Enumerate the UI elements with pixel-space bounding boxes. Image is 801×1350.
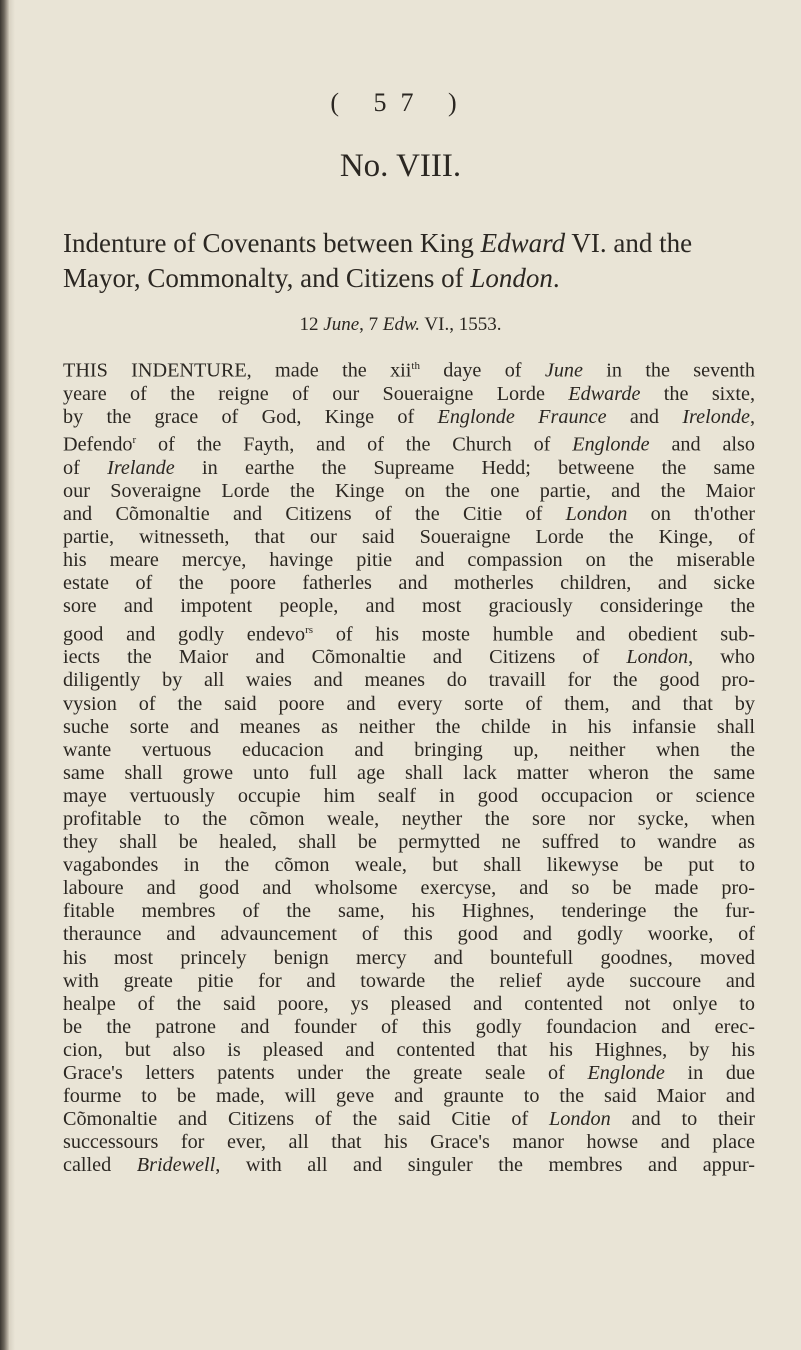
- body-line: by the grace of God, Kinge of Englonde Fraunce and Irelonde,: [63, 405, 756, 428]
- body-line: vysion of the said poore and every sorte of them, and that by: [63, 692, 755, 715]
- body-line: with greate pitie for and towarde the relief ayde succoure and: [63, 969, 755, 992]
- body-line: Grace's letters patents under the greate seale of Englonde in due: [63, 1062, 755, 1085]
- body-line: estate of the poore fatherles and motherles children, and sicke: [63, 572, 755, 595]
- body-line: iects the Maior and Cõmonaltie and Citizens of London, who: [63, 646, 755, 669]
- dateline-month: June: [323, 314, 360, 335]
- body-line: fitable membres of the same, his Highnes, tenderinge the fur-: [63, 900, 755, 923]
- document-title: [63, 226, 753, 296]
- page-edge-shadow: [0, 0, 9, 1350]
- title-name-edward: Edward: [480, 228, 566, 258]
- dateline-sep: , 7: [359, 314, 383, 335]
- page-number: ( 57 ): [330, 88, 471, 117]
- dateline: [0, 314, 801, 336]
- body-line: profitable to the cõmon weale, neyther the sore nor sycke, when: [63, 807, 755, 830]
- body-line: vagabondes in the cõmon weale, but shall likewyse be put to: [63, 854, 755, 877]
- title-prefix: Indenture of Covenants between King: [63, 228, 481, 258]
- body-line: they shall be healed, shall be permytted ne suffred to wandre as: [63, 831, 755, 854]
- document-number: No. VIII.: [339, 148, 462, 184]
- body-line: yeare of the reigne of our Soueraigne Lorde Edwarde the sixte,: [63, 382, 756, 405]
- dateline-reign: Edw.: [382, 314, 421, 335]
- dateline-day: 12: [299, 314, 324, 335]
- body-line: our Soveraigne Lorde the Kinge on the one partie, and the Maior: [63, 479, 755, 502]
- body-line: THIS INDENTURE, made the xii$^{th}$ daye of June in the seventh: [63, 359, 755, 382]
- body-line: Cõmonaltie and Citizens of the said Citie of London and to their: [63, 1108, 755, 1131]
- title-middle: VI. and the Mayor, Commonalty, and Citizens of: [63, 228, 693, 293]
- body-line: same shall growe unto full age shall lack matter wheron the same: [63, 761, 755, 784]
- body-line: Defendo$^r$ of the Fayth, and of the Church of Englonde and also: [63, 433, 755, 456]
- dateline-rest: VI., 1553.: [420, 314, 502, 335]
- body-line: partie, witnesseth, that our said Soueraigne Lorde the Kinge, of: [63, 526, 755, 549]
- body-line: wante vertuous educacion and bringing up, neither when the: [63, 738, 755, 761]
- body-line: healpe of the said poore, ys pleased and contented not onlye to: [63, 992, 755, 1015]
- body-line: suche sorte and meanes as neither the childe in his infansie shall: [63, 715, 755, 738]
- body-line: and Cõmonaltie and Citizens of the Citie of London on th'other: [63, 503, 755, 526]
- indenture-body: [63, 355, 755, 1177]
- body-line: his meare mercye, havinge pitie and compassion on the miserable: [63, 549, 755, 572]
- body-line: cion, but also is pleased and contented that his Highnes, by his: [63, 1038, 755, 1061]
- body-line: called Bridewell, with all and singuler the membres and appur-: [63, 1154, 756, 1177]
- body-line: laboure and good and wholsome exercyse, and so be made pro-: [63, 877, 755, 900]
- body-line: sore and impotent people, and most graciously consideringe the: [63, 595, 755, 618]
- body-line: good and godly endevo$^{rs}$ of his moste humble and obedient sub-: [63, 623, 755, 646]
- body-line: of Irelande in earthe the Supreame Hedd; betweene the same: [63, 456, 755, 479]
- body-line: be the patrone and founder of this godly foundacion and erec-: [63, 1015, 755, 1038]
- body-line: successours for ever, all that his Grace's manor howse and place: [63, 1131, 755, 1154]
- body-line: diligently by all waies and meanes do travaill for the good pro-: [63, 669, 755, 692]
- body-line: his most princely benign mercy and bountefull goodnes, moved: [63, 946, 755, 969]
- body-line: theraunce and advauncement of this good and godly woorke, of: [63, 923, 755, 946]
- page-edge-highlight: [9, 0, 15, 1350]
- title-end: .: [552, 263, 560, 293]
- title-name-london: London: [470, 263, 553, 293]
- body-line: maye vertuously occupie him sealf in good occupacion or science: [63, 784, 755, 807]
- body-line: fourme to be made, will geve and graunte to the said Maior and: [63, 1085, 755, 1108]
